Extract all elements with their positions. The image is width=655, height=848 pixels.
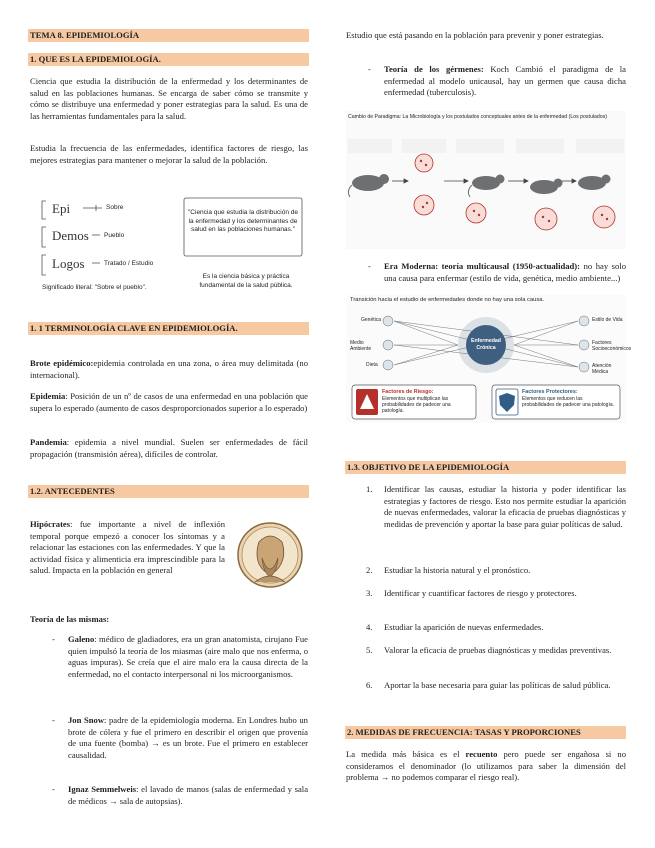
brote-paragraph: [30, 358, 308, 381]
hipocrates-term: Hipócrates: [30, 519, 71, 529]
etym-caption: Es la ciencia básica y práctica fundamental de la salud pública.: [199, 273, 293, 289]
snow-dash: -: [52, 715, 55, 725]
snow-term: Jon Snow: [68, 715, 105, 725]
snow-paragraph: [68, 715, 308, 761]
epidemia-term: Epidemia: [30, 391, 66, 401]
galeno-dash: -: [52, 634, 55, 644]
multi-node-4: Factores Socioeconómicos: [592, 340, 632, 352]
objetivo-num-2: 2.: [366, 565, 373, 575]
objetivo-5: Valorar la eficacia de pruebas diagnósticas y medidas preventivas.: [384, 645, 612, 655]
ignaz-dash: -: [52, 784, 55, 794]
protect-text: Elementos que reducen las probabilidades de padecer una patología.: [522, 396, 615, 408]
era-paragraph: [384, 261, 626, 284]
objetivo-6: Aportar la base necesaria para guiar las políticas de salud pública.: [384, 680, 611, 690]
etymology-figure: [38, 195, 308, 295]
section1-2-header: 1.2. ANTECEDENTES: [28, 485, 309, 498]
multicausal-title: Transición hacia el estudio de enfermedades donde no hay una sola causa.: [350, 297, 545, 303]
section1-1-header: 1. 1 TERMINOLOGÍA CLAVE EN EPIDEMIOLOGÍA.: [28, 322, 309, 335]
objetivo-num-3: 3.: [366, 588, 373, 598]
galeno-paragraph: [68, 634, 308, 680]
objetivo-2: Estudiar la historia natural y el pronóstico.: [384, 565, 531, 575]
etym-logos-meaning: Tratado / Estudio: [104, 260, 154, 267]
objetivo-num-5: 5.: [366, 645, 373, 655]
germenes-dash: -: [368, 64, 371, 74]
multi-center-label: Enfermedad Crónica: [471, 338, 501, 351]
koch-postulates-figure: [346, 111, 626, 249]
continuation-text: Estudio que está pasando en la población para prevenir y poner estrategias.: [346, 30, 604, 40]
riesgo-title: Factores de Riesgo:: [382, 389, 434, 395]
section1-3-header: 1.3. OBJETIVO DE LA EPIDEMIOLOGÍA: [345, 461, 626, 474]
teoria-title: Teoría de las mismas:: [30, 614, 110, 624]
hipocrates-portrait: [237, 522, 303, 588]
etym-epi-meaning: Sobre: [106, 204, 124, 211]
objetivo-3: Identificar y cuantificar factores de riesgo y protectores.: [384, 588, 577, 598]
etym-logos: Logos: [52, 256, 85, 271]
objetivo-num-4: 4.: [366, 622, 373, 632]
section1-paragraph1: Ciencia que estudia la distribución de la enfermedad y los determinantes de salud en las poblaciones humanas. Se encarga de saber cómo se transmite y cómo se distribuye una enfermedad y poner estrategias para la salud. Es una de las herramientas fundamentales para la salud.: [30, 76, 308, 121]
section1-header: 1. QUE ES LA EPIDEMIOLOGÍA.: [28, 53, 309, 66]
etym-epi: Epi: [52, 201, 71, 216]
era-dash: -: [368, 261, 371, 271]
brote-term: Brote epidémico:: [30, 358, 94, 368]
objetivo-4: Estudiar la aparición de nuevas enfermedades.: [384, 622, 544, 632]
tema-header: TEMA 8. EPIDEMIOLOGÍA: [28, 29, 309, 42]
epidemia-text: : Posición de un nº de casos de una enfermedad en una población que supera lo esperado (aumento de casos desproporcionados superior a lo esperado): [30, 391, 308, 413]
era-text: no hay solo una causa para enfermar (estilo de vida, genética, medio ambiente...): [384, 261, 626, 283]
section2-header: 2. MEDIDAS DE FRECUENCIA: TASAS Y PROPORCIONES: [345, 726, 626, 739]
germenes-paragraph: [384, 64, 626, 99]
multi-node-1: Medio Ambiente: [350, 340, 372, 352]
hipocrates-paragraph: [30, 519, 225, 577]
section1-paragraph2: Estudia la frecuencia de las enfermedades, identifica factores de riesgo, las mejores estrategias para mantener o mejorar la salud de la población.: [30, 143, 308, 165]
recuento-term: recuento: [465, 749, 498, 759]
ignaz-paragraph: [68, 784, 308, 807]
objetivo-num-1: 1.: [366, 484, 373, 494]
pandemia-paragraph: [30, 437, 308, 460]
galeno-term: Galeno: [68, 634, 95, 644]
ignaz-term: Ignaz Semmelweis: [68, 784, 137, 794]
riesgo-text: Elementos que multiplican las probabilidades de padecer una patología.: [382, 396, 451, 414]
germenes-term: Teoría de los gérmenes:: [384, 64, 484, 74]
multi-node-0: Genética: [361, 317, 382, 323]
etym-demos-meaning: Pueblo: [104, 232, 125, 239]
etym-literal: Significado literal: "Sobre el pueblo".: [42, 284, 147, 291]
epidemia-paragraph: [30, 391, 308, 414]
multi-node-2: Dieta: [366, 362, 378, 368]
recuento-paragraph: La medida más básica es el recuento pero puede ser engañosa si no consideramos el denominador (lo utilizamos para saber la dimensión del problema → no podemos comparar el riesgo real).: [346, 749, 626, 783]
multi-node-3: Estilo de Vida: [592, 317, 623, 323]
snow-text: : padre de la epidemiología moderna. En Londres hubo un brote de cólera y fue el primero en describir el origen que provenía de una fuente (bomba) → es un brote. Fue el primero en establecer causalidad.: [68, 715, 308, 760]
etym-demos: Demos: [52, 228, 89, 243]
multicausal-figure: [346, 295, 632, 423]
koch-title: Cambio de Paradigma: La Microbiología y los postulados conceptuales antes de la enfermedad (Los postulados): [348, 114, 607, 120]
germenes-text: Koch Cambió el paradigma de la enfermedad al modelo unicausal, hay un germen que causa dicha enfermedad (tuberculosis).: [384, 64, 626, 98]
ignaz-text: : el lavado de manos (salas de enfermedad y sala de médicos → sala de autopsias).: [68, 784, 309, 806]
brote-text: epidemia controlada en una zona, o área muy delimitada (no internacional).: [30, 358, 308, 380]
era-term: Era Moderna: teoría multicausal (1950-actualidad):: [384, 261, 581, 271]
objetivo-num-6: 6.: [366, 680, 373, 690]
etym-quote: "Ciencia que estudia la distribución de la enfermedad y los determinantes de salud en las poblaciones humanas.": [188, 209, 298, 233]
pandemia-term: Pandemia: [30, 437, 67, 447]
protect-title: Factores Protectores:: [522, 389, 578, 395]
galeno-text: : médico de gladiadores, era un gran anatomista, cirujano Fue quien impulsó la teoría de los miasmas (aire malo que nos enferma, o aguas impuras). Se creía que el aire malo era la causa directa de la enfermedad, no el contacto interpersonal ni los microorganismos.: [68, 634, 308, 679]
hipocrates-text: : fue importante a nivel de inflexión temporal porque empezó a conocer los síntomas y a relacionar las estaciones con las enfermedades. Y que la actividad física y alimenticia era imprescindible para la salud. Impacta en la población en general: [30, 519, 225, 576]
objetivo-1: Identificar las causas, estudiar la historia y poder identificar las estrategias y factores de riesgo. Esto nos permite estudiar la aparición de nuevas enfermedades, valorar la eficacia de pruebas diagnósticas y medidas de prevención y aportar la base para guiar políticas de salud.: [384, 484, 626, 529]
pandemia-text: : epidemia a nivel mundial. Suelen ser enfermedades de fácil propagación (transmisión aérea), difíciles de controlar.: [30, 437, 308, 459]
multi-node-5: Atención Médica: [592, 363, 612, 375]
